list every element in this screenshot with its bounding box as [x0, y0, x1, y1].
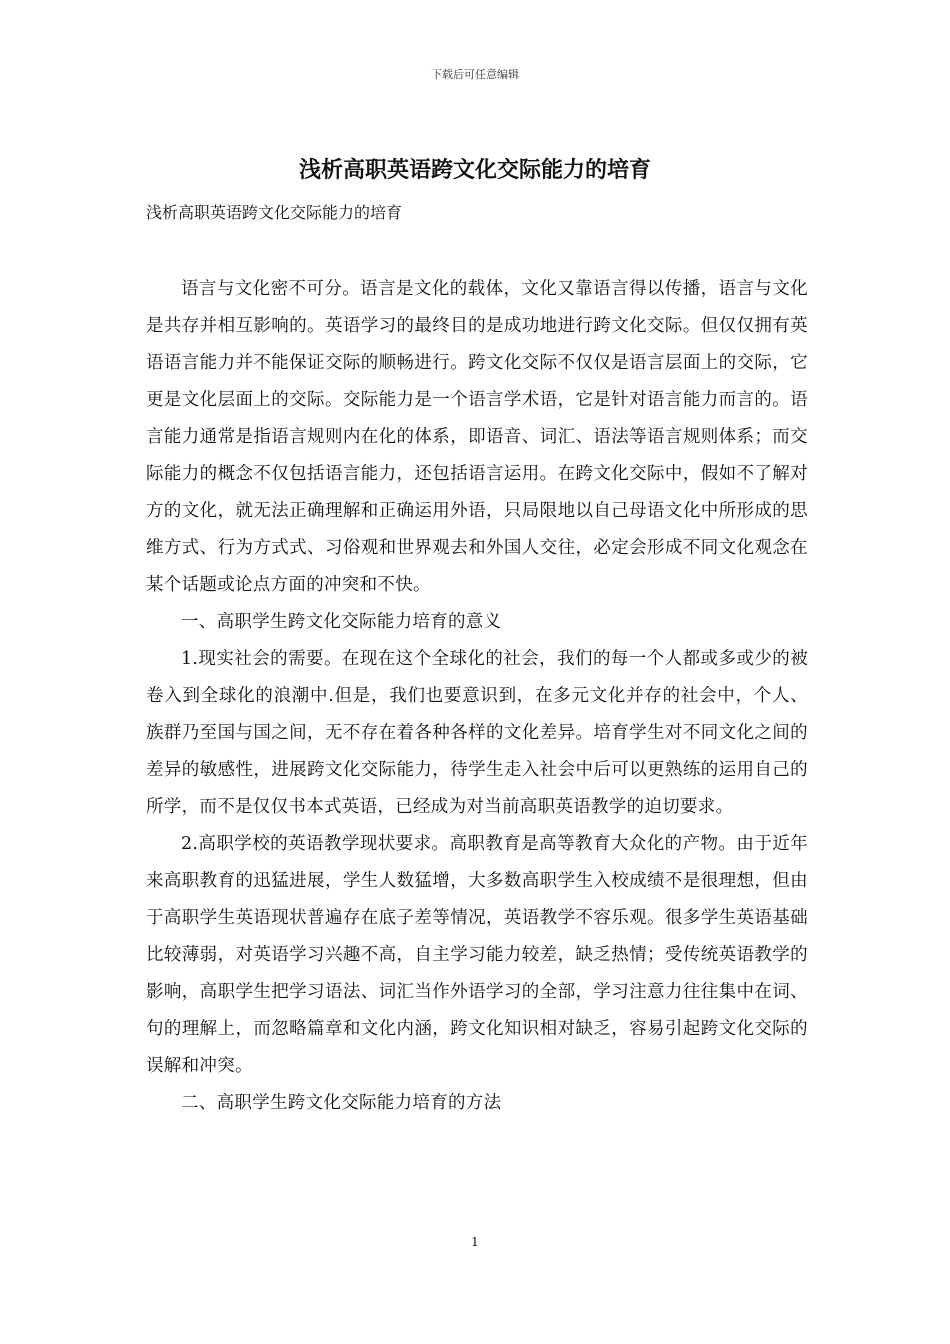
section-heading-1: 一、高职学生跨文化交际能力培育的意义: [181, 612, 502, 632]
section-heading-2: 二、高职学生跨文化交际能力培育的方法: [181, 1093, 502, 1113]
paragraph-point-1: 1.现实社会的需要。在现在这个全球化的社会，我们的每一个人都或多或少的被卷入到全球化的浪潮中.但是，我们也要意识到，在多元文化并存的社会中，个人、族群乃至国与国之间，无不存在着各种各样的文化差异。培育学生对不同文化之间的差异的敏感性，进展跨文化交际能力，待学生走入社会中后可以更熟练的运用自己的所学，而不是仅仅书本式英语，已经成为对当前高职英语教学的迫切要求。: [146, 649, 808, 817]
page-header-note: 下载后可任意编辑: [431, 68, 519, 81]
page-number: 1: [471, 1235, 479, 1249]
document-title: 浅析高职英语跨文化交际能力的培育: [298, 157, 651, 183]
document-body: [146, 271, 808, 1122]
paragraph-point-2: 2.高职学校的英语教学现状要求。高职教育是高等教育大众化的产物。由于近年来高职教育的迅猛进展，学生人数猛增，大多数高职学生入校成绩不是很理想，但由于高职学生英语现状普遍存在底子差等情况，英语教学不容乐观。很多学生英语基础比较薄弱，对英语学习兴趣不高，自主学习能力较差，缺乏热情；受传统英语教学的影响，高职学生把学习语法、词汇当作外语学习的全部，学习注意力往往集中在词、句的理解上，而忽略篇章和文化内涵，跨文化知识相对缺乏，容易引起跨文化交际的误解和冲突。: [146, 834, 808, 1076]
document-subtitle: 浅析高职英语跨文化交际能力的培育: [146, 203, 403, 222]
paragraph-intro: 语言与文化密不可分。语言是文化的载体，文化又靠语言得以传播，语言与文化是共存并相互影响的。英语学习的最终目的是成功地进行跨文化交际。但仅仅拥有英语语言能力并不能保证交际的顺畅进行。跨文化交际不仅仅是语言层面上的交际，它更是文化层面上的交际。交际能力是一个语言学术语，它是针对语言能力而言的。语言能力通常是指语言规则内在化的体系，即语音、词汇、语法等语言规则体系；而交际能力的概念不仅包括语言能力，还包括语言运用。在跨文化交际中，假如不了解对方的文化，就无法正确理解和正确运用外语，只局限地以自己母语文化中所形成的思维方式、行为方式式、习俗观和世界观去和外国人交往，必定会形成不同文化观念在某个话题或论点方面的冲突和不快。: [146, 279, 808, 595]
